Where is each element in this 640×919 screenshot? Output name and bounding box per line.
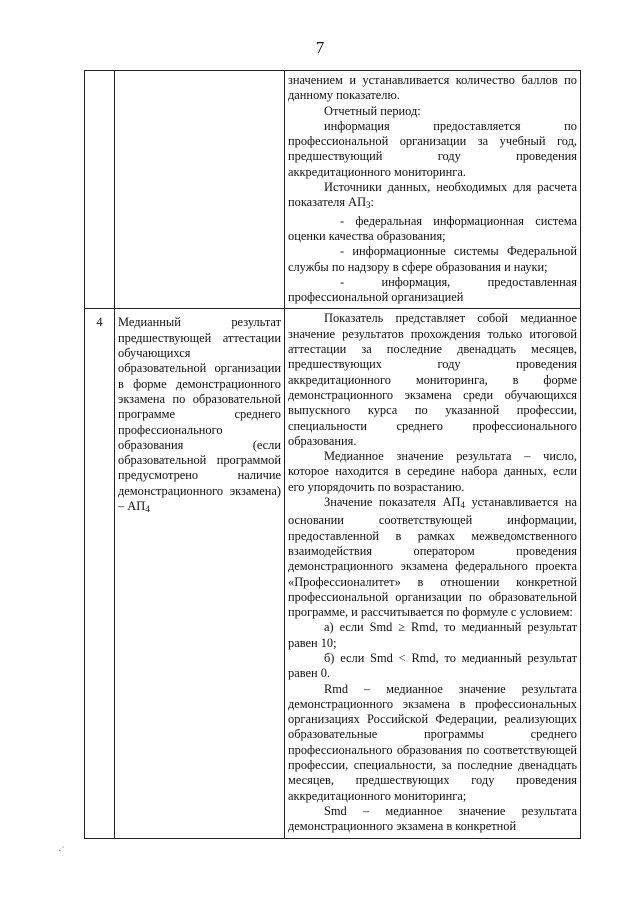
paragraph: Rmd – медианное значение результата демонстрационного экзамена в профессиональных организациях Российской Федерации, реализующих образовательные программы среднего профессионального образования по соответствующей профессии, специальности, за последние двенадцать месяцев, предшествующих году проведения аккредитационного мониторинга; [288, 681, 577, 803]
paragraph: Медианное значение результата – число, которое находится в середине набора данных, если его упорядочить по возрастанию. [288, 449, 577, 494]
indicator-name-cell [115, 309, 285, 838]
table-row [85, 309, 581, 838]
indicator-name: Медианный результат предшествующей аттестации обучающихся образовательной организации в форме демонстрационного экзамена по образовательной программе среднего профессионального образования (если образовательной программой предусмотрено наличие демонстрационного экзамена) – АП [118, 315, 281, 514]
page-number: 7 [315, 38, 325, 57]
paragraph: Показатель представляет собой медианное значение результатов прохождения только итоговой аттестации за последние двенадцать месяцев, предшествующих году проведения аккредитационного мониторинга, в форме демонстрационного экзамена среди обучающихся выпускного курса по указанной профессии, специальности среднего профессионального образования. [288, 311, 577, 448]
indicator-description-cell [285, 71, 581, 309]
paragraph: - федеральная информационная система оценки качества образования; [288, 213, 577, 243]
paragraph: б) если Smd < Rmd, то медианный результат равен 0. [288, 650, 577, 681]
indicator-description-cell [285, 309, 581, 838]
indicator-name-cell [115, 71, 285, 309]
subscript: 4 [460, 500, 465, 511]
text: Источники данных, необходимых для расчета показателя АП [288, 180, 577, 210]
paragraph [288, 180, 577, 214]
paragraph: а) если Smd ≥ Rmd, то медианный результат равен 10; [288, 620, 577, 650]
paragraph [288, 495, 577, 620]
text: Значение показателя АП [324, 495, 461, 510]
text: устанавливается на основании соответствующей информации, предоставленной в рамках межведомственного взаимодействия оператором проведения демонстрационного экзамена федерального проекта «Профессионалитет» в отношении конкретной профессиональной организации по образовательной программе, и рассчитывается по формуле с условием: [288, 495, 577, 620]
row-number-cell [85, 71, 115, 309]
paragraph: - информационные системы Федеральной службы по надзору в сфере образования и науки; [288, 244, 577, 274]
table-row [85, 71, 581, 309]
subscript: 3 [366, 200, 371, 211]
paragraph: информация предоставляется по профессиональной организации за учебный год, предшествующий году проведения аккредитационного мониторинга. [288, 118, 577, 179]
paragraph: - информация, предоставленная профессиональной организацией [288, 274, 577, 305]
row-number-cell: 4 [85, 309, 115, 838]
text: : [370, 195, 374, 210]
scan-mark: ·´ [58, 846, 65, 857]
paragraph: Отчетный период: [324, 103, 421, 118]
paragraph: Smd – медианное значение результата демонстрационного экзамена в конкретной [288, 803, 577, 834]
paragraph: значением и устанавливается количество баллов по данному показателю. [288, 73, 577, 103]
indicators-table [84, 70, 581, 839]
subscript: 4 [145, 504, 150, 515]
